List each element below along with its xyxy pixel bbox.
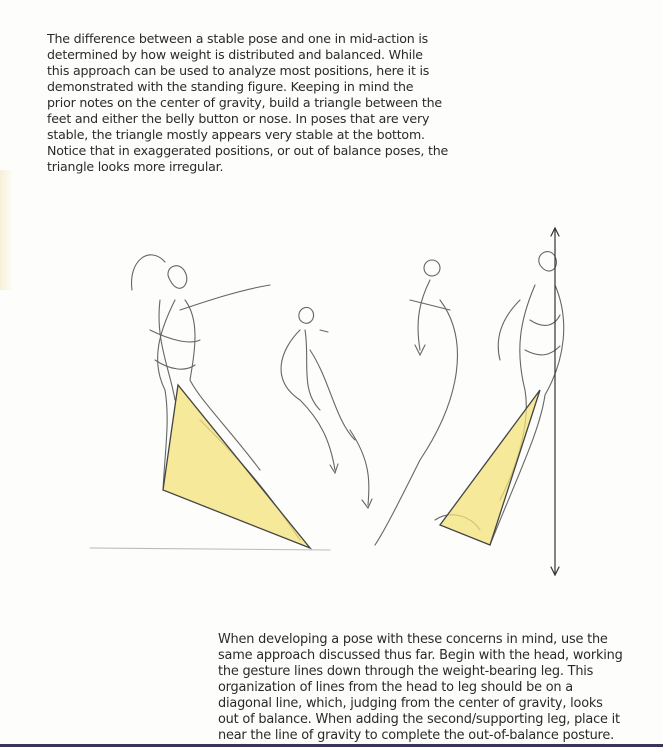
head-gesture-sketch xyxy=(375,260,457,545)
gravity-line xyxy=(551,228,559,575)
intro-paragraph: The difference between a stable pose and one in mid-action is determined by how weight is distributed and balanced. While this approach can be used to analyze most positions, here it is demonstrated with the standing figure. Keeping in mind the prior notes on the center of gravity, build a triangle between the feet and either the belly button or nose. In poses that are very stable, the triangle mostly appears very stable at the bottom. Notice that in exaggerated positions, or out of balance poses, the triangle looks more irregular. xyxy=(47,31,449,174)
left-balance-triangle xyxy=(163,385,310,548)
closing-paragraph: When developing a pose with these concerns in mind, use the same approach discussed thus far. Begin with the head, working the gesture lines down through the weight-bearing leg. This organization of lines from the head to leg should be on a diagonal line, which, judging from the center of gravity, looks out of balance. When adding the second/supporting leg, place it near the line of gravity to complete the out-of-balance posture. xyxy=(218,632,623,743)
middle-gesture-sketch xyxy=(281,307,372,508)
right-balance-triangle xyxy=(440,390,540,545)
